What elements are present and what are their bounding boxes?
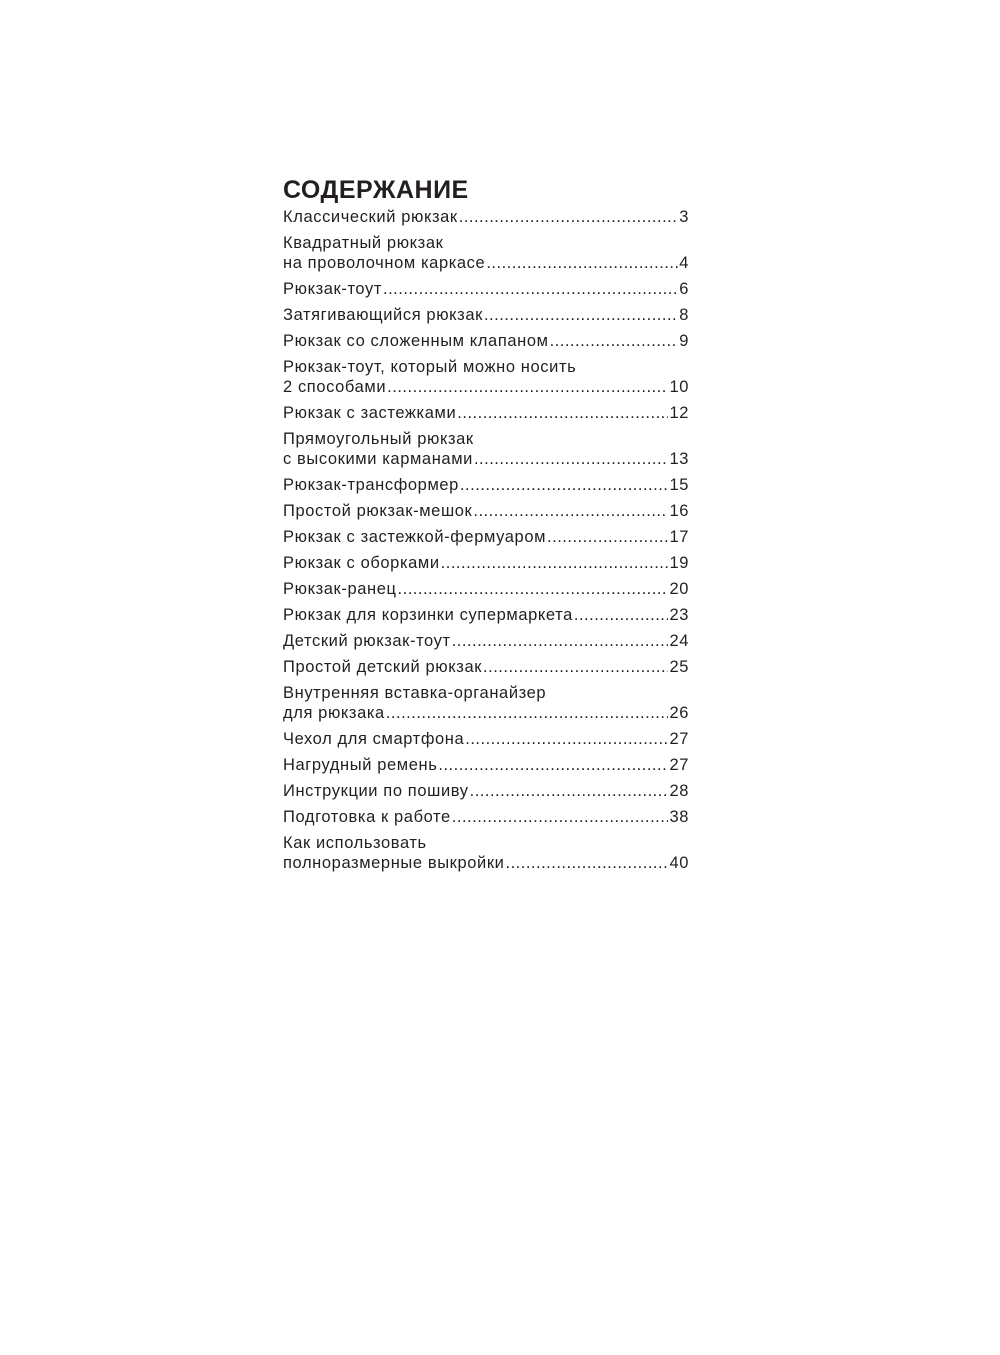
toc-entry xyxy=(283,279,689,299)
toc-page-number: 19 xyxy=(669,554,689,572)
toc-entry xyxy=(283,501,689,521)
toc-page-number: 13 xyxy=(669,450,689,468)
toc-entry xyxy=(283,475,689,495)
toc-entry xyxy=(283,657,689,677)
toc-entry-title-line: Инструкции по пошиву xyxy=(283,782,469,800)
toc-entry xyxy=(283,357,689,397)
dot-leader xyxy=(574,605,669,625)
toc-entry-row xyxy=(283,807,689,827)
dot-leader xyxy=(398,579,669,599)
toc-entry-title-line: Затягивающийся рюкзак xyxy=(283,306,483,324)
toc-entry-row xyxy=(283,403,689,423)
toc-entry-row xyxy=(283,475,689,495)
toc-entry-row xyxy=(283,853,689,873)
dot-leader xyxy=(474,449,668,469)
dot-leader xyxy=(441,553,669,573)
toc-entry xyxy=(283,207,689,227)
dot-leader xyxy=(483,657,668,677)
toc-entry-title-line: Классический рюкзак xyxy=(283,208,458,226)
toc-entry-row xyxy=(283,553,689,573)
toc-entry xyxy=(283,527,689,547)
toc-entry-title-line: 2 способами xyxy=(283,378,387,396)
toc-entry-row xyxy=(283,755,689,775)
toc-entry-row xyxy=(283,631,689,651)
dot-leader xyxy=(550,331,679,351)
toc-entry xyxy=(283,403,689,423)
dot-leader xyxy=(473,501,668,521)
toc-title: СОДЕРЖАНИЕ xyxy=(283,176,469,204)
dot-leader xyxy=(486,253,678,273)
toc-entry-title-line: Чехол для смартфона xyxy=(283,730,465,748)
toc-entry xyxy=(283,729,689,749)
toc-page-number: 10 xyxy=(669,378,689,396)
toc-entry-row xyxy=(283,657,689,677)
dot-leader xyxy=(386,703,669,723)
dot-leader xyxy=(484,305,678,325)
toc-entry xyxy=(283,683,689,723)
dot-leader xyxy=(387,377,668,397)
toc-entry-title-line: на проволочном каркасе xyxy=(283,254,486,272)
toc-entry-title-line: Рюкзак с застежками xyxy=(283,404,457,422)
toc-entry-title-line: Внутренняя вставка-органайзер xyxy=(283,684,547,702)
dot-leader xyxy=(547,527,668,547)
toc-page-number: 27 xyxy=(669,730,689,748)
toc-page-number: 20 xyxy=(669,580,689,598)
toc-entry-row xyxy=(283,729,689,749)
dot-leader xyxy=(465,729,668,749)
toc-entry-row xyxy=(283,781,689,801)
toc-entry-title-line: с высокими карманами xyxy=(283,450,473,468)
toc-page-number: 40 xyxy=(669,854,689,872)
toc-entry-title-line: Простой детский рюкзак xyxy=(283,658,483,676)
toc-entry-title-line: Рюкзак с оборками xyxy=(283,554,440,572)
toc-entry-title-line: Рюкзак-ранец xyxy=(283,580,397,598)
dot-leader xyxy=(452,631,669,651)
toc-entry xyxy=(283,755,689,775)
toc-page-number: 27 xyxy=(669,756,689,774)
toc-entry xyxy=(283,605,689,625)
toc-page-number: 6 xyxy=(679,280,689,298)
toc-entry-title-line: для рюкзака xyxy=(283,704,385,722)
toc-entry xyxy=(283,305,689,325)
dot-leader xyxy=(505,853,668,873)
dot-leader xyxy=(470,781,669,801)
table-of-contents xyxy=(283,176,689,879)
toc-entry-row xyxy=(283,377,689,397)
toc-entry-title-line: Нагрудный ремень xyxy=(283,756,438,774)
toc-entry xyxy=(283,833,689,873)
toc-page-number: 28 xyxy=(669,782,689,800)
toc-entry-title-line: Квадратный рюкзак xyxy=(283,234,444,252)
toc-page-number: 16 xyxy=(669,502,689,520)
toc-entry-title-line: Подготовка к работе xyxy=(283,808,451,826)
dot-leader xyxy=(457,403,668,423)
dot-leader xyxy=(460,475,669,495)
toc-entry-row xyxy=(283,305,689,325)
toc-page-number: 26 xyxy=(669,704,689,722)
toc-entry-row xyxy=(283,207,689,227)
dot-leader xyxy=(383,279,678,299)
toc-page-number: 9 xyxy=(679,332,689,350)
toc-entry xyxy=(283,579,689,599)
toc-page-number: 38 xyxy=(669,808,689,826)
dot-leader xyxy=(438,755,668,775)
toc-page-number: 8 xyxy=(679,306,689,324)
toc-page-number: 24 xyxy=(669,632,689,650)
toc-entry-row xyxy=(283,527,689,547)
toc-entry xyxy=(283,429,689,469)
toc-entry-row xyxy=(283,703,689,723)
toc-entry-row xyxy=(283,605,689,625)
toc-page-number: 12 xyxy=(669,404,689,422)
toc-entry-title-line: Рюкзак с застежкой-фермуаром xyxy=(283,528,547,546)
toc-entry xyxy=(283,807,689,827)
toc-entry-row xyxy=(283,449,689,469)
dot-leader xyxy=(452,807,669,827)
toc-page-number: 15 xyxy=(669,476,689,494)
toc-entry-title-line: Рюкзак-тоут, который можно носить xyxy=(283,358,577,376)
toc-page-number: 25 xyxy=(669,658,689,676)
toc-page-number: 4 xyxy=(679,254,689,272)
toc-page-number: 23 xyxy=(669,606,689,624)
toc-entry-row xyxy=(283,331,689,351)
toc-entry xyxy=(283,631,689,651)
toc-page-number: 3 xyxy=(679,208,689,226)
toc-entry xyxy=(283,781,689,801)
toc-entry-title-line: Рюкзак со сложенным клапаном xyxy=(283,332,549,350)
toc-page-number: 17 xyxy=(669,528,689,546)
toc-entry-row xyxy=(283,579,689,599)
toc-entry-title-line: Рюкзак-тоут xyxy=(283,280,383,298)
toc-entry-title-line: полноразмерные выкройки xyxy=(283,854,505,872)
toc-entry-row xyxy=(283,501,689,521)
toc-entry-title-line: Как использовать xyxy=(283,834,427,852)
toc-entry-title-line: Рюкзак-трансформер xyxy=(283,476,459,494)
toc-entry-title-line: Прямоугольный рюкзак xyxy=(283,430,474,448)
toc-entry-title-line: Детский рюкзак-тоут xyxy=(283,632,451,650)
toc-entry-row xyxy=(283,279,689,299)
toc-entry xyxy=(283,553,689,573)
dot-leader xyxy=(459,207,679,227)
toc-entry-row xyxy=(283,253,689,273)
toc-list xyxy=(283,207,689,873)
toc-entry-title-line: Рюкзак для корзинки супермаркета xyxy=(283,606,573,624)
toc-entry-title-line: Простой рюкзак-мешок xyxy=(283,502,473,520)
toc-entry xyxy=(283,233,689,273)
toc-entry xyxy=(283,331,689,351)
